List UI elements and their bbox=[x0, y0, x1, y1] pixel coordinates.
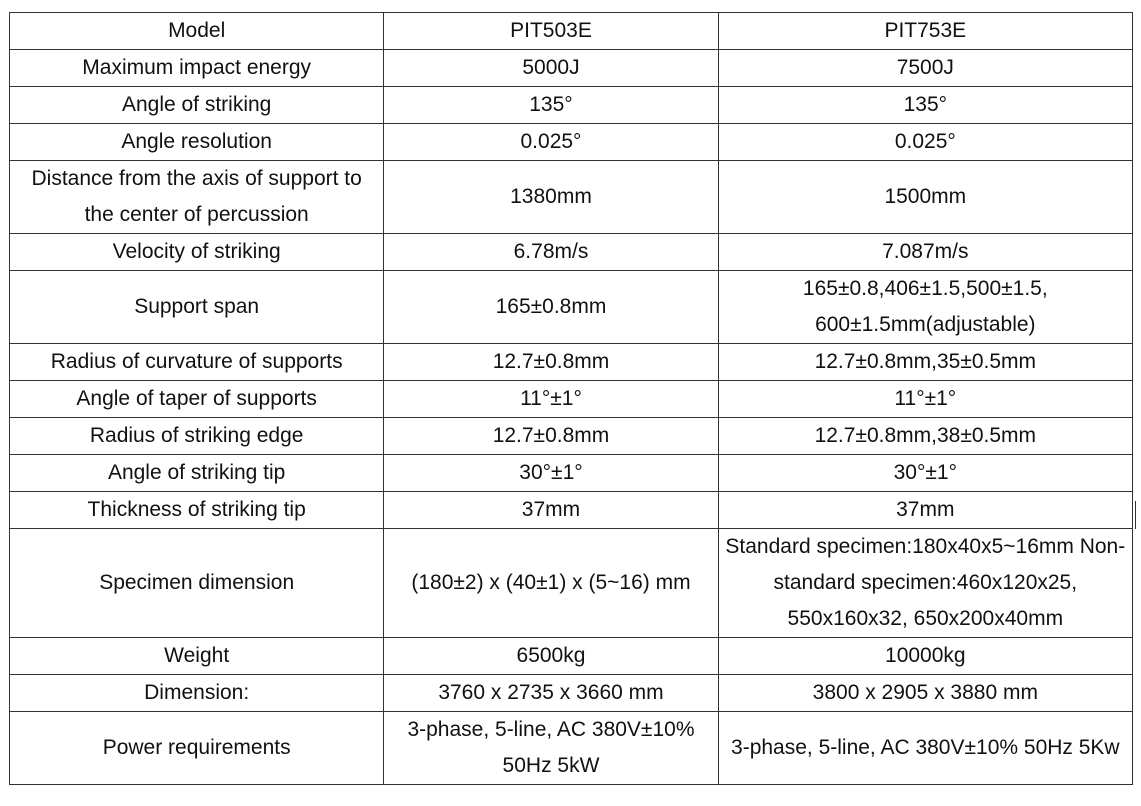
value-cell-pit503e: 165±0.8mm bbox=[384, 271, 718, 344]
value-cell-pit503e: 5000J bbox=[384, 50, 718, 87]
param-cell: Angle of striking tip bbox=[10, 455, 384, 492]
value-cell-pit503e: 3760 x 2735 x 3660 mm bbox=[384, 675, 718, 712]
value-cell-pit753e: 3800 x 2905 x 3880 mm bbox=[718, 675, 1132, 712]
table-row bbox=[10, 381, 1133, 418]
table-row bbox=[10, 271, 1133, 344]
table-row bbox=[10, 344, 1133, 381]
param-cell: Dimension: bbox=[10, 675, 384, 712]
value-cell-pit753e: 135° bbox=[718, 87, 1132, 124]
value-cell-pit753e: Standard specimen:180x40x5~16mm Non-standard specimen:460x120x25, 550x160x32, 650x200x40mm bbox=[718, 529, 1132, 638]
table-row bbox=[10, 161, 1133, 234]
param-cell: Weight bbox=[10, 638, 384, 675]
value-cell-pit503e: 0.025° bbox=[384, 124, 718, 161]
table-row bbox=[10, 455, 1133, 492]
value-cell-pit753e: 10000kg bbox=[718, 638, 1132, 675]
value-cell-pit753e: 11°±1° bbox=[718, 381, 1132, 418]
value-cell-pit503e: 30°±1° bbox=[384, 455, 718, 492]
table-row bbox=[10, 638, 1133, 675]
value-cell-pit503e: (180±2) x (40±1) x (5~16) mm bbox=[384, 529, 718, 638]
value-cell-pit503e: 1380mm bbox=[384, 161, 718, 234]
param-cell: Support span bbox=[10, 271, 384, 344]
header-model-pit753e: PIT753E bbox=[718, 13, 1132, 50]
value-cell-pit503e: 11°±1° bbox=[384, 381, 718, 418]
param-cell: Angle of taper of supports bbox=[10, 381, 384, 418]
header-row bbox=[10, 13, 1133, 50]
value-cell-pit753e: 3-phase, 5-line, AC 380V±10% 50Hz 5Kw bbox=[718, 712, 1132, 785]
spec-table bbox=[9, 12, 1133, 785]
param-cell: Angle of striking bbox=[10, 87, 384, 124]
header-model-label: Model bbox=[10, 13, 384, 50]
value-cell-pit503e: 6.78m/s bbox=[384, 234, 718, 271]
table-row bbox=[10, 50, 1133, 87]
table-row bbox=[10, 492, 1133, 529]
param-cell: Angle resolution bbox=[10, 124, 384, 161]
value-cell-pit753e: 1500mm bbox=[718, 161, 1132, 234]
table-row bbox=[10, 234, 1133, 271]
edge-divider bbox=[1135, 501, 1136, 529]
table-row bbox=[10, 529, 1133, 638]
value-cell-pit753e: 37mm bbox=[718, 492, 1132, 529]
param-cell: Maximum impact energy bbox=[10, 50, 384, 87]
header-model-pit503e: PIT503E bbox=[384, 13, 718, 50]
table-row bbox=[10, 87, 1133, 124]
param-cell: Specimen dimension bbox=[10, 529, 384, 638]
value-cell-pit753e: 12.7±0.8mm,38±0.5mm bbox=[718, 418, 1132, 455]
value-cell-pit753e: 30°±1° bbox=[718, 455, 1132, 492]
table-row bbox=[10, 675, 1133, 712]
value-cell-pit503e: 6500kg bbox=[384, 638, 718, 675]
table-row bbox=[10, 124, 1133, 161]
table-row bbox=[10, 418, 1133, 455]
param-cell: Radius of curvature of supports bbox=[10, 344, 384, 381]
value-cell-pit753e: 12.7±0.8mm,35±0.5mm bbox=[718, 344, 1132, 381]
param-cell: Power requirements bbox=[10, 712, 384, 785]
value-cell-pit753e: 165±0.8,406±1.5,500±1.5, 600±1.5mm(adjustable) bbox=[718, 271, 1132, 344]
value-cell-pit503e: 12.7±0.8mm bbox=[384, 418, 718, 455]
value-cell-pit503e: 37mm bbox=[384, 492, 718, 529]
value-cell-pit753e: 7500J bbox=[718, 50, 1132, 87]
param-cell: Radius of striking edge bbox=[10, 418, 384, 455]
value-cell-pit503e: 12.7±0.8mm bbox=[384, 344, 718, 381]
param-cell: Distance from the axis of support to the center of percussion bbox=[10, 161, 384, 234]
value-cell-pit503e: 135° bbox=[384, 87, 718, 124]
table-row bbox=[10, 712, 1133, 785]
value-cell-pit753e: 7.087m/s bbox=[718, 234, 1132, 271]
param-cell: Velocity of striking bbox=[10, 234, 384, 271]
param-cell: Thickness of striking tip bbox=[10, 492, 384, 529]
value-cell-pit753e: 0.025° bbox=[718, 124, 1132, 161]
value-cell-pit503e: 3-phase, 5-line, AC 380V±10% 50Hz 5kW bbox=[384, 712, 718, 785]
